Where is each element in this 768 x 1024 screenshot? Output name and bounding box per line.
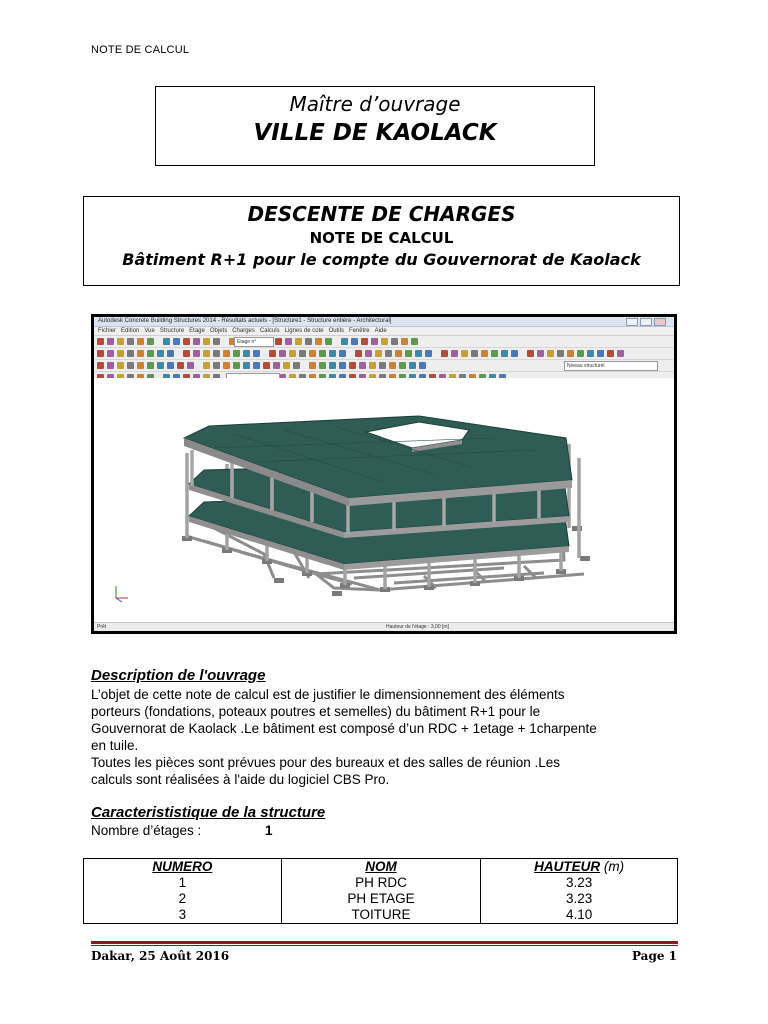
toolbar-icon[interactable]	[471, 350, 478, 357]
footer-rule-thick	[91, 941, 678, 944]
table-header-row	[84, 859, 678, 876]
menu-item[interactable]: Edition	[121, 328, 140, 334]
toolbar-icon[interactable]	[203, 338, 210, 345]
cell-numero: 1	[84, 875, 282, 891]
toolbar-icon[interactable]	[415, 350, 422, 357]
toolbar-icon[interactable]	[107, 338, 114, 345]
close-icon	[654, 318, 666, 326]
toolbar-icon[interactable]	[223, 362, 230, 369]
title-box	[83, 196, 680, 286]
toolbar-icon[interactable]	[177, 362, 184, 369]
toolbar-icon[interactable]	[253, 362, 260, 369]
footer-page-number: Page 1	[631, 949, 677, 963]
toolbar-icon[interactable]	[329, 350, 336, 357]
toolbar-icon[interactable]	[137, 350, 144, 357]
cell-nom: PH ETAGE	[281, 891, 481, 907]
structure-title: Caracterististique de la structure	[91, 804, 326, 821]
toolbar-icon[interactable]	[147, 362, 154, 369]
toolbar-icon[interactable]	[409, 362, 416, 369]
stories-count	[91, 823, 273, 838]
menu-item[interactable]: Charges	[232, 328, 255, 334]
toolbar-icon[interactable]	[233, 350, 240, 357]
description-body	[91, 686, 691, 788]
toolbar-icon[interactable]	[163, 338, 170, 345]
software-screenshot	[91, 314, 677, 634]
description-line: calculs sont réalisées à l'aide du logiciel CBS Pro.	[91, 772, 390, 787]
toolbar-icon[interactable]	[275, 338, 282, 345]
toolbar-icon[interactable]	[389, 362, 396, 369]
toolbar-icon[interactable]	[371, 338, 378, 345]
menu-item[interactable]: Calculs	[259, 328, 280, 334]
owner-box	[155, 86, 595, 166]
menu-item[interactable]: Structure	[159, 328, 185, 334]
toolbar-row-3	[94, 360, 674, 372]
toolbar-icon[interactable]	[253, 350, 260, 357]
description-line: Toutes les pièces sont prévues pour des bureaux et des salles de réunion .Les	[91, 755, 561, 770]
toolbar-icon[interactable]	[293, 362, 300, 369]
toolbar-icon[interactable]	[269, 350, 276, 357]
toolbar-icon[interactable]	[97, 362, 104, 369]
toolbar-icon[interactable]	[379, 362, 386, 369]
toolbar-icon[interactable]	[137, 362, 144, 369]
toolbar-icon[interactable]	[203, 362, 210, 369]
toolbar-icon[interactable]	[167, 362, 174, 369]
toolbar-icon[interactable]	[537, 350, 544, 357]
toolbar-icon[interactable]	[273, 362, 280, 369]
toolbar-icon[interactable]	[557, 350, 564, 357]
toolbar-icon[interactable]	[309, 362, 316, 369]
status-ready: Prêt	[97, 624, 107, 630]
header-nom: NOM	[281, 859, 481, 876]
toolbar-icon[interactable]	[117, 350, 124, 357]
toolbar-icon[interactable]	[391, 338, 398, 345]
3d-viewport	[94, 378, 674, 622]
toolbar-icon[interactable]	[351, 338, 358, 345]
stories-label: Nombre d’étages :	[91, 823, 202, 838]
status-floor-height: Hauteur de l'étage : 3,00 [m]	[386, 624, 449, 630]
toolbar-icon[interactable]	[107, 362, 114, 369]
document-subtitle: NOTE DE CALCUL	[309, 229, 454, 247]
cell-numero: 2	[84, 891, 282, 907]
header-note-label: NOTE DE CALCUL	[91, 44, 190, 56]
description-line: en tuile.	[91, 738, 139, 753]
toolbar-icon[interactable]	[325, 338, 332, 345]
toolbar-icon[interactable]	[375, 350, 382, 357]
footer-rule-thin	[91, 945, 678, 946]
floor-select[interactable]: Etage n°	[234, 337, 274, 347]
cell-nom: TOITURE	[281, 907, 481, 924]
toolbar-icon[interactable]	[183, 350, 190, 357]
toolbar-icon[interactable]	[299, 350, 306, 357]
toolbar-icon[interactable]	[173, 338, 180, 345]
toolbar-icon[interactable]	[587, 350, 594, 357]
toolbar-icon[interactable]	[451, 350, 458, 357]
toolbar-icon[interactable]	[97, 350, 104, 357]
toolbar-icon[interactable]	[319, 362, 326, 369]
toolbar-icon[interactable]	[381, 338, 388, 345]
description-line: L’objet de cette note de calcul est de justifier le dimensionnement des éléments	[91, 687, 565, 702]
menu-item[interactable]: Vue	[144, 328, 155, 334]
menu-item[interactable]: Lignes de cote	[284, 328, 324, 334]
toolbar-icon[interactable]	[419, 362, 426, 369]
level-select[interactable]: Niveau structurel	[564, 361, 658, 371]
header-hauteur: HAUTEUR (m)	[481, 859, 678, 876]
menu-item[interactable]: Fenêtre	[348, 328, 370, 334]
toolbar-icon[interactable]	[97, 338, 104, 345]
toolbar-icon[interactable]	[283, 362, 290, 369]
description-line: porteurs (fondations, poteaux poutres et semelles) du bâtiment R+1 pour le	[91, 704, 541, 719]
toolbar-icon[interactable]	[349, 362, 356, 369]
stories-value: 1	[265, 823, 273, 838]
toolbar-icon[interactable]	[223, 350, 230, 357]
minimize-icon	[626, 318, 638, 326]
toolbar-icon[interactable]	[203, 350, 210, 357]
toolbar-icon[interactable]	[243, 350, 250, 357]
toolbar-icon[interactable]	[501, 350, 508, 357]
toolbar-icon[interactable]	[481, 350, 488, 357]
toolbar-icon[interactable]	[617, 350, 624, 357]
description-title: Description de l'ouvrage	[91, 667, 266, 684]
header-numero: NUMERO	[84, 859, 282, 876]
toolbar-icon[interactable]	[319, 350, 326, 357]
maximize-icon	[640, 318, 652, 326]
toolbar-icon[interactable]	[127, 338, 134, 345]
document-title: DESCENTE DE CHARGES	[247, 202, 516, 226]
toolbar-icon[interactable]	[597, 350, 604, 357]
toolbar-icon[interactable]	[183, 338, 190, 345]
owner-label: Maître d’ouvrage	[289, 92, 461, 116]
toolbar-icon[interactable]	[341, 338, 348, 345]
toolbar-icon[interactable]	[369, 362, 376, 369]
toolbar-icon[interactable]	[243, 362, 250, 369]
toolbar-icon[interactable]	[361, 338, 368, 345]
toolbar-icon[interactable]	[385, 350, 392, 357]
toolbar-row-1	[94, 336, 674, 348]
toolbar-icon[interactable]	[157, 362, 164, 369]
toolbar-icon[interactable]	[193, 350, 200, 357]
toolbar-icon[interactable]	[461, 350, 468, 357]
cell-nom: PH RDC	[281, 875, 481, 891]
building-description: Bâtiment R+1 pour le compte du Gouvernorat de Kaolack	[122, 250, 641, 269]
toolbar-icon[interactable]	[127, 350, 134, 357]
toolbar-icon[interactable]	[289, 350, 296, 357]
owner-name: VILLE DE KAOLACK	[253, 120, 497, 146]
toolbar-icon[interactable]	[425, 350, 432, 357]
toolbar-icon[interactable]	[359, 362, 366, 369]
toolbar-icon[interactable]	[263, 362, 270, 369]
cell-hauteur: 3.23	[481, 875, 678, 891]
footer-date: Dakar, 25 Août 2016	[91, 949, 230, 963]
toolbar-icon[interactable]	[213, 350, 220, 357]
toolbar-icon[interactable]	[117, 338, 124, 345]
menu-item[interactable]: Outils	[328, 328, 344, 334]
toolbar-icon[interactable]	[279, 350, 286, 357]
description-line: Gouvernorat de Kaolack .Le bâtiment est composé d’un RDC + 1etage + 1charpente	[91, 721, 597, 736]
levels-table	[83, 858, 678, 924]
window-title: Autodesk Concrete Building Structures 2014 - Résultats actuels - [Structure1 - Structure entière - Architectural]	[98, 318, 392, 324]
toolbar-row-2	[94, 348, 674, 360]
toolbar-icon[interactable]	[309, 350, 316, 357]
axis-triad-icon	[116, 586, 128, 602]
toolbar-icon[interactable]	[157, 350, 164, 357]
toolbar-icon[interactable]	[547, 350, 554, 357]
toolbar-icon[interactable]	[577, 350, 584, 357]
toolbar-icon[interactable]	[607, 350, 614, 357]
toolbar-icon[interactable]	[233, 362, 240, 369]
toolbar-icon[interactable]	[127, 362, 134, 369]
toolbar-icon[interactable]	[339, 362, 346, 369]
toolbar-icon[interactable]	[491, 350, 498, 357]
cell-hauteur: 3.23	[481, 891, 678, 907]
toolbar-icon[interactable]	[339, 350, 346, 357]
menu-item[interactable]: Aide	[374, 328, 387, 334]
toolbar-icon[interactable]	[147, 338, 154, 345]
toolbar-icon[interactable]	[295, 338, 302, 345]
toolbar-icon[interactable]	[147, 350, 154, 357]
toolbar-icon[interactable]	[567, 350, 574, 357]
toolbar-icon[interactable]	[107, 350, 114, 357]
toolbar-icon[interactable]	[117, 362, 124, 369]
window-titlebar	[94, 317, 674, 327]
cbs-window	[94, 317, 674, 631]
toolbar-icon[interactable]	[355, 350, 362, 357]
table-row	[84, 875, 678, 891]
toolbar-icon[interactable]	[411, 338, 418, 345]
toolbar-icon[interactable]	[137, 338, 144, 345]
table-row	[84, 891, 678, 907]
toolbar-icon[interactable]	[329, 362, 336, 369]
toolbar-icon[interactable]	[441, 350, 448, 357]
table-row	[84, 907, 678, 924]
menu-item[interactable]: Objets	[209, 328, 228, 334]
toolbar-icon[interactable]	[399, 362, 406, 369]
toolbar-icon[interactable]	[365, 350, 372, 357]
toolbar-icon[interactable]	[187, 362, 194, 369]
toolbar-icon[interactable]	[405, 350, 412, 357]
structure-3d-model	[94, 378, 674, 622]
toolbar-icon[interactable]	[213, 338, 220, 345]
menu-bar	[94, 327, 674, 336]
menu-item[interactable]: Fichier	[98, 328, 117, 334]
cell-numero: 3	[84, 907, 282, 924]
toolbar-icon[interactable]	[315, 338, 322, 345]
toolbar-icon[interactable]	[213, 362, 220, 369]
toolbar-icon[interactable]	[285, 338, 292, 345]
toolbar-icon[interactable]	[527, 350, 534, 357]
toolbar-icon[interactable]	[167, 350, 174, 357]
status-bar	[94, 622, 674, 631]
toolbar-icon[interactable]	[305, 338, 312, 345]
menu-item[interactable]: Etage	[189, 328, 205, 334]
toolbar-icon[interactable]	[193, 338, 200, 345]
toolbar-icon[interactable]	[511, 350, 518, 357]
cell-hauteur: 4.10	[481, 907, 678, 924]
toolbar-icon[interactable]	[401, 338, 408, 345]
toolbar-icon[interactable]	[395, 350, 402, 357]
